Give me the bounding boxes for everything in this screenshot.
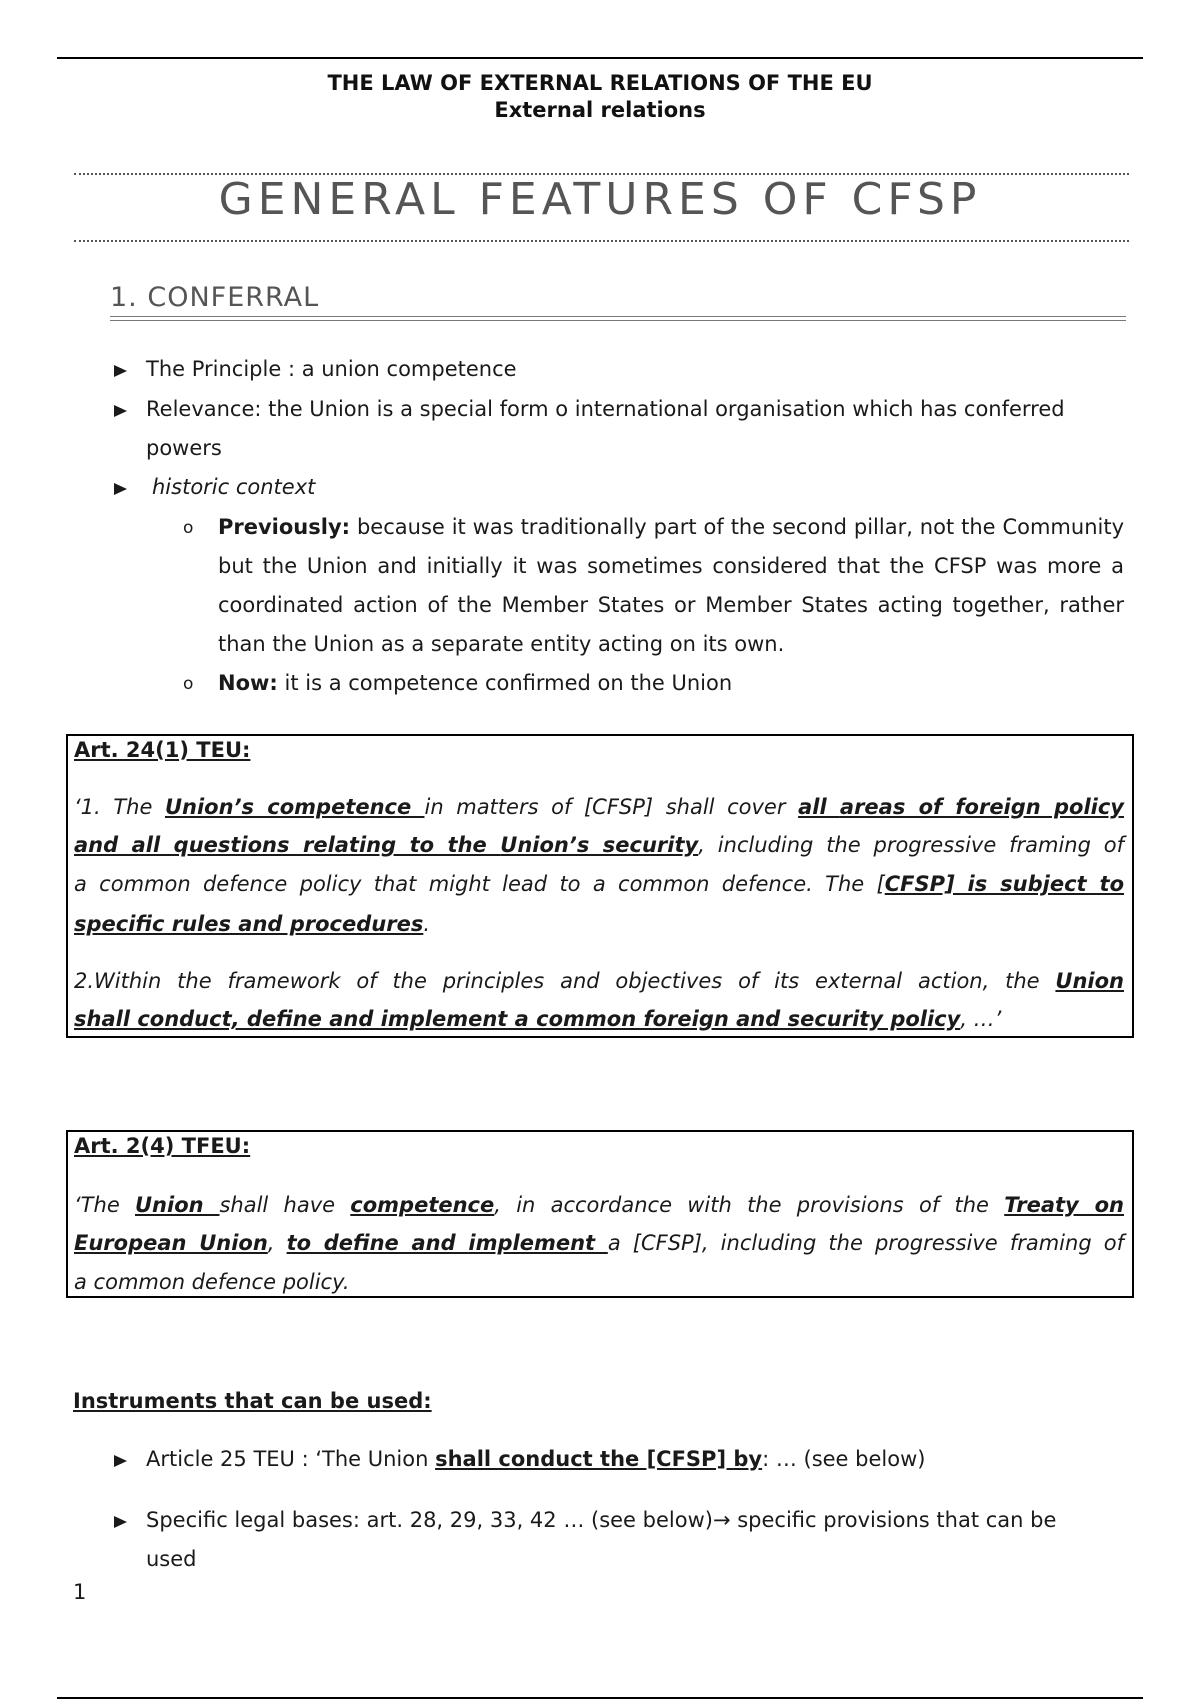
previously-label: Previously:: [218, 515, 351, 539]
bullet-arrow-icon: [114, 365, 127, 377]
previously-text: because it was traditionally part of the second pillar, not the Community but the Union and initially it was sometimes considered that the CFSP was more a coordinated action of the Member States or Member States acting together, rather than the Union as a separate entity acting on its own.: [218, 515, 1124, 656]
sub-bullet-marker: o: [183, 674, 194, 694]
quote-emphasis: Union’s competence: [164, 795, 425, 819]
quote-emphasis: areas of foreign policy: [839, 795, 1124, 819]
quote-text: ,: [267, 1231, 287, 1255]
quote-line: [74, 833, 1124, 857]
quote-line: [74, 1007, 1124, 1031]
quote-emphasis: Union: [135, 1193, 220, 1217]
now-label: Now:: [218, 671, 278, 695]
quote-emphasis: Union: [1055, 969, 1124, 993]
bullet-relevance-line1: Relevance: the Union is a special form o international organisation which has conferred: [146, 397, 1065, 421]
now-text: it is a competence confirmed on the Union: [284, 671, 733, 695]
bullet-principle: The Principle : a union competence: [146, 357, 517, 381]
quote-emphasis: all: [798, 795, 840, 819]
instrument-text: Article 25 TEU : ‘The Union: [146, 1447, 436, 1471]
quote-emphasis: European Union: [74, 1231, 268, 1255]
page-title: GENERAL FEATURES OF CFSP: [218, 174, 982, 225]
instruments-heading: Instruments that can be used:: [73, 1389, 432, 1413]
bullet-arrow-icon: [114, 405, 127, 417]
quote-text: ‘The: [74, 1193, 135, 1217]
quote-emphasis: implement: [468, 1231, 608, 1255]
quote-text: a [CFSP], including the progressive framing of: [607, 1231, 1124, 1255]
sub-bullet-marker: o: [183, 518, 194, 538]
quote-text: a common defence policy that might lead to a common defence. The [: [74, 872, 885, 896]
quote-emphasis: competence: [350, 1193, 495, 1217]
header-course-title: THE LAW OF EXTERNAL RELATIONS OF THE EU: [327, 71, 873, 95]
bullet-arrow-icon: [114, 483, 127, 495]
bullet-arrow-icon: [114, 1516, 127, 1528]
bullet-arrow-icon: [114, 1455, 127, 1467]
quote-text: ‘1. The: [74, 795, 165, 819]
quote-line: [74, 795, 1124, 819]
quote-line: [74, 1193, 1124, 1217]
quote-emphasis: Treaty on: [1004, 1193, 1124, 1217]
sub-bullet-now: [218, 664, 732, 703]
quote-text: , …’: [960, 1007, 1002, 1031]
quote-emphasis: to define and: [286, 1231, 469, 1255]
quote-box-art-2-tfeu: [66, 1130, 1134, 1298]
quote-emphasis: is subject to: [967, 872, 1125, 896]
section-number: 1.: [110, 282, 138, 313]
bullet-specific-legal-bases-line2: used: [146, 1547, 197, 1571]
document-header: [0, 70, 1200, 124]
quote-text: 2.Within the framework of the principles and objectives of its external action, the: [74, 969, 1056, 993]
sub-bullet-previously: [218, 508, 1124, 664]
bullet-article-25: [146, 1440, 925, 1479]
quote-box-art-24-teu: [66, 734, 1134, 1038]
quote-line: [74, 872, 1124, 896]
quote-box-heading: Art. 2(4) TFEU:: [74, 1134, 251, 1158]
quote-text: in matters of [CFSP] shall cover: [424, 795, 799, 819]
quote-emphasis: shall conduct, define and implement a common foreign and security policy: [74, 1007, 961, 1031]
page-top-rule: [57, 57, 1143, 59]
quote-emphasis: and all questions relating to the: [74, 833, 501, 857]
section-label: CONFERRAL: [147, 282, 320, 313]
quote-emphasis: CFSP]: [884, 872, 968, 896]
bullet-specific-legal-bases-line1: Specific legal bases: art. 28, 29, 33, 42 … (see below)→ specific provisions that can be: [146, 1508, 1057, 1532]
instrument-text: : … (see below): [762, 1447, 926, 1471]
bullet-relevance-line2: powers: [146, 436, 222, 460]
instrument-emphasis: shall conduct the [CFSP] by: [435, 1447, 763, 1471]
quote-emphasis: specific rules and procedures: [74, 912, 424, 936]
quote-line: [74, 1231, 1124, 1255]
quote-text: shall have: [219, 1193, 351, 1217]
quote-text: a common defence policy.: [74, 1270, 350, 1294]
bullet-historic-context: historic context: [152, 475, 316, 499]
quote-line: [74, 1270, 1124, 1294]
quote-text: , in accordance with the provisions of the: [494, 1193, 1005, 1217]
page-bottom-rule: [57, 1697, 1143, 1699]
page-number: 1: [73, 1580, 87, 1604]
quote-line: [74, 912, 1124, 936]
section-heading-rule: [110, 316, 1126, 321]
quote-emphasis: Union’s security: [500, 833, 699, 857]
quote-line: [74, 969, 1124, 993]
quote-box-heading: Art. 24(1) TEU:: [74, 738, 251, 762]
section-heading: [110, 282, 319, 313]
header-subtitle: External relations: [494, 98, 706, 122]
title-bottom-dotted-rule: [74, 240, 1129, 242]
quote-text: , including the progressive framing of: [698, 833, 1124, 857]
quote-text: .: [423, 912, 431, 936]
